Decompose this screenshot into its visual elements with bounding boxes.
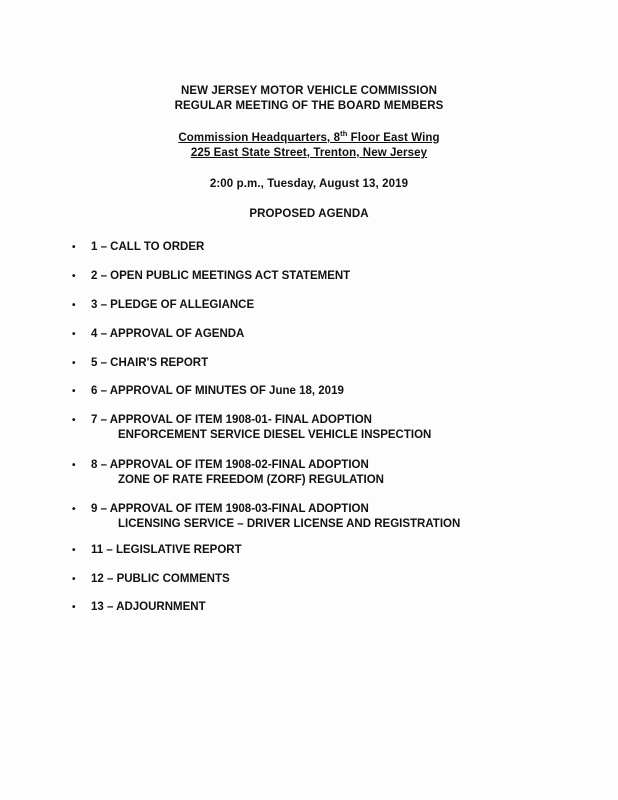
agenda-item-text: 5 – CHAIR'S REPORT [91,357,209,369]
agenda-item-text: 6 – APPROVAL OF MINUTES OF June 18, 2019 [91,385,344,397]
bullet-icon: • [72,271,76,282]
meeting-datetime: 2:00 p.m., Tuesday, August 13, 2019 [209,178,409,190]
agenda-item-text: 13 – ADJOURNMENT [91,601,206,613]
bullet-icon: • [72,358,76,369]
agenda-item-subtext: ZONE OF RATE FREEDOM (ZORF) REGULATION [118,474,384,486]
location-line-2: 225 East State Street, Trenton, New Jersey [190,147,428,159]
floor-ordinal-suffix: th [340,129,348,139]
agenda-item-text: 9 – APPROVAL OF ITEM 1908-03-FINAL ADOPTION [91,503,369,515]
bullet-icon: • [72,504,76,515]
agenda-title: PROPOSED AGENDA [249,208,369,220]
bullet-icon: • [72,545,76,556]
bullet-icon: • [72,300,76,311]
agenda-item-text: 12 – PUBLIC COMMENTS [91,573,230,585]
agenda-item-text: 11 – LEGISLATIVE REPORT [91,544,242,556]
bullet-icon: • [72,460,76,471]
organization-name: NEW JERSEY MOTOR VEHICLE COMMISSION [180,85,438,97]
bullet-icon: • [72,329,76,340]
bullet-icon: • [72,574,76,585]
bullet-icon: • [72,386,76,397]
agenda-item-subtext: ENFORCEMENT SERVICE DIESEL VEHICLE INSPECTION [118,429,432,441]
bullet-icon: • [72,415,76,426]
location-floor: Floor East Wing [347,132,440,144]
bullet-icon: • [72,242,76,253]
bullet-icon: • [72,602,76,613]
agenda-item-text: 4 – APPROVAL OF AGENDA [91,328,245,340]
agenda-item-text: 2 – OPEN PUBLIC MEETINGS ACT STATEMENT [91,270,351,282]
agenda-item-text: 1 – CALL TO ORDER [91,241,205,253]
agenda-item-subtext: LICENSING SERVICE – DRIVER LICENSE AND REGISTRATION [118,518,461,530]
meeting-name: REGULAR MEETING OF THE BOARD MEMBERS [174,100,444,112]
location-building: Commission Headquarters, 8 [178,132,341,144]
location-line-1 [0,131,618,146]
agenda-item-text: 3 – PLEDGE OF ALLEGIANCE [91,299,255,311]
agenda-item-text: 8 – APPROVAL OF ITEM 1908-02-FINAL ADOPTION [91,459,369,471]
agenda-item-text: 7 – APPROVAL OF ITEM 1908-01- FINAL ADOPTION [91,414,372,426]
